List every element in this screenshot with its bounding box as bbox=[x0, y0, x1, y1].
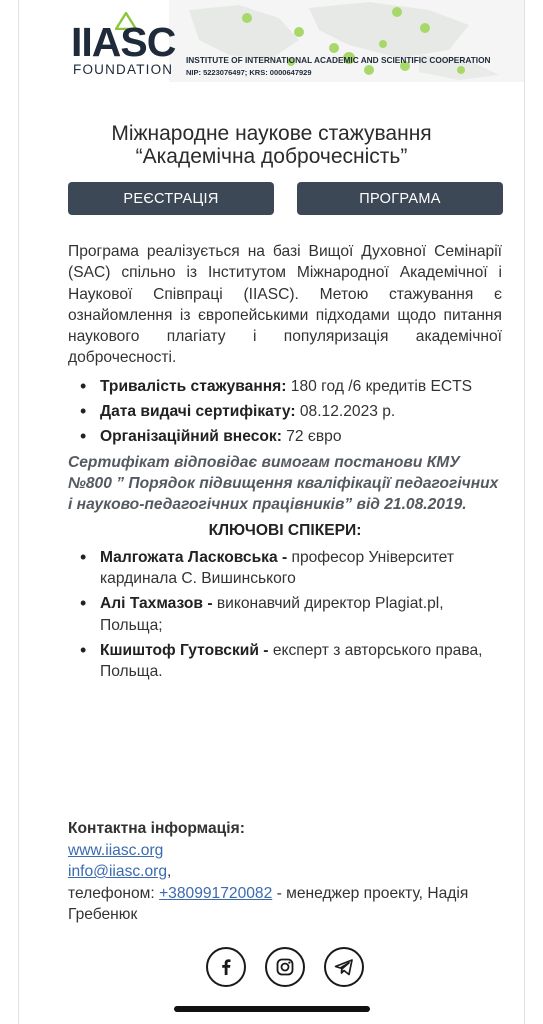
detail-value: 180 год /6 кредитів ECTS bbox=[286, 377, 473, 395]
detail-value: 08.12.2023 р. bbox=[295, 403, 396, 421]
contact-title: Контактна інформація: bbox=[68, 820, 245, 837]
header bbox=[19, 0, 524, 82]
detail-value: 72 євро bbox=[281, 428, 342, 446]
manager-text: - менеджер проекту, Надія Гребенюк bbox=[68, 884, 469, 923]
detail-label: Дата видачі сертифікату: bbox=[100, 403, 296, 421]
speaker-item bbox=[68, 593, 502, 636]
instagram-icon bbox=[275, 957, 295, 977]
telegram-icon bbox=[333, 956, 355, 978]
phone-line bbox=[68, 883, 502, 926]
phone-label: телефоном: bbox=[68, 884, 160, 902]
speaker-item bbox=[68, 640, 502, 683]
detail-duration bbox=[68, 376, 502, 397]
speaker-name: Алі Тахмазов - bbox=[100, 595, 213, 613]
register-button[interactable]: РЕЄСТРАЦІЯ bbox=[68, 182, 274, 215]
instagram-button[interactable] bbox=[265, 947, 305, 987]
logo-foundation: FOUNDATION bbox=[73, 62, 174, 77]
website-link[interactable]: www.iiasc.org bbox=[68, 841, 164, 859]
iiasc-logo[interactable] bbox=[71, 12, 179, 76]
title-line-2: “Академічна доброчесність” bbox=[135, 145, 408, 168]
org-name: INSTITUTE OF INTERNATIONAL ACADEMIC AND SCIENTIFIC COOPERATION bbox=[186, 55, 491, 65]
speaker-item bbox=[68, 547, 502, 590]
speaker-role: експерт з авторського права, Польща. bbox=[100, 642, 483, 681]
detail-fee bbox=[68, 426, 502, 447]
contact-section bbox=[68, 818, 502, 926]
speaker-role: виконавчий директор Plagiat.pl, Польща; bbox=[100, 595, 444, 634]
speaker-name: Малгожата Ласковська - bbox=[100, 548, 288, 566]
speaker-role: професор Університет кардинала С. Вишинського bbox=[100, 548, 454, 588]
phone-link[interactable]: +380991720082 bbox=[159, 884, 273, 902]
details-list bbox=[68, 376, 502, 448]
certificate-note: Сертифікат відповідає вимогам постанови КМУ №800 ” Порядок підвищення кваліфікації педагогічних і науково-педагогічних працівників” від 21.08.2019. bbox=[68, 453, 499, 514]
telegram-button[interactable] bbox=[324, 947, 364, 987]
speaker-name: Кшиштоф Гутовский - bbox=[100, 642, 269, 660]
program-button[interactable]: ПРОГРАМА bbox=[297, 182, 503, 215]
page-title bbox=[40, 122, 503, 168]
detail-label: Тривалість стажування: bbox=[100, 377, 287, 395]
detail-certificate-date bbox=[68, 401, 502, 422]
detail-label: Організаційний внесок: bbox=[100, 428, 282, 446]
facebook-icon bbox=[216, 957, 236, 977]
intro-text: Програма реалізується на базі Вищої Духовної Семінарії (SAC) спільно із Інститутом Міжнародної Академічної і Наукової Співпраці (IIASC). Метою стажування є ознайомлення із європейськими підходами щодо питання наукового плагіату і популяризація академічної доброчесності. bbox=[68, 243, 502, 367]
logo-text: IIASC bbox=[71, 19, 176, 65]
org-ids: NIP: 5223076497; KRS: 0000647929 bbox=[186, 68, 312, 77]
speakers-list bbox=[68, 547, 502, 683]
email-suffix: , bbox=[167, 863, 172, 880]
title-line-1: Міжнародне наукове стажування bbox=[111, 122, 432, 145]
main-content bbox=[68, 241, 502, 687]
facebook-button[interactable] bbox=[206, 947, 246, 987]
email-link[interactable]: info@iiasc.org bbox=[68, 863, 168, 880]
speakers-title: КЛЮЧОВІ СПІКЕРИ: bbox=[208, 521, 362, 539]
home-indicator[interactable] bbox=[174, 1006, 370, 1012]
